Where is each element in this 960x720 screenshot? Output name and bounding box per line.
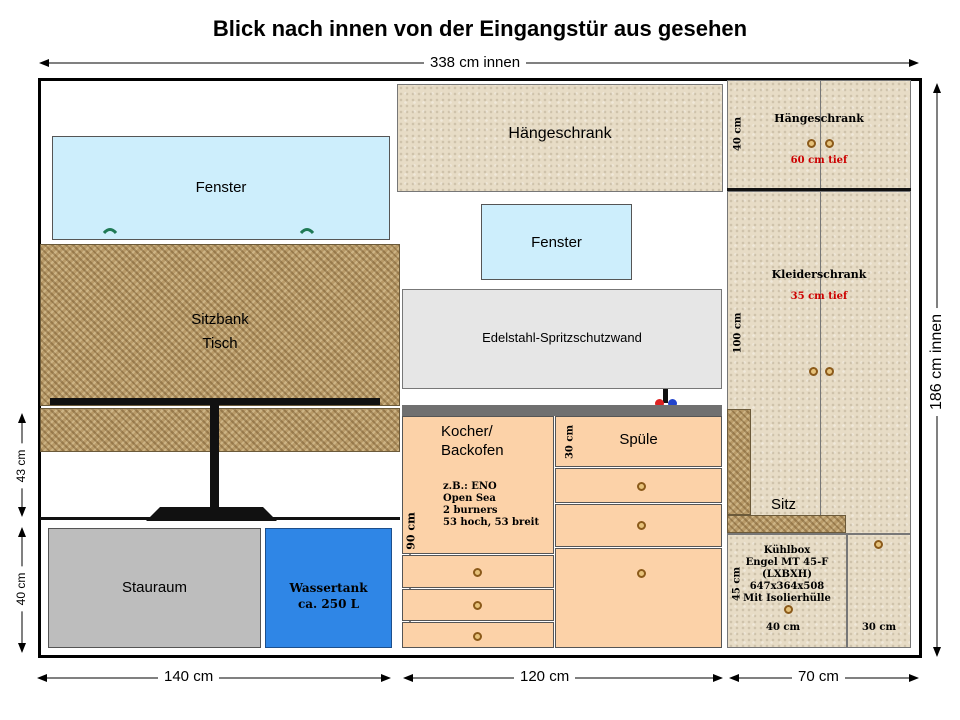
right-wall-cabinet	[727, 80, 911, 189]
cabinet-knob-icon	[825, 139, 834, 148]
dim-left-lower: 40 cm	[14, 567, 28, 612]
sink	[555, 416, 722, 467]
cabinet-divider	[820, 81, 821, 188]
sink-base-door[interactable]	[555, 548, 722, 648]
drawer[interactable]	[555, 504, 722, 547]
seat-cushion	[727, 515, 846, 533]
coolbox-knob-icon	[784, 605, 793, 614]
drawer[interactable]	[402, 555, 554, 588]
coolbox-line: Engel MT 45-F	[745, 557, 829, 568]
storage-label: Stauraum	[121, 579, 188, 596]
dim-width-inner: 338 cm innen	[424, 54, 526, 71]
middle-window	[481, 204, 632, 280]
drawer[interactable]	[555, 468, 722, 503]
stove-note-line: Open Sea	[443, 493, 496, 504]
page-title: Blick nach innen von der Eingangstür aus gesehen	[212, 16, 748, 41]
sink-height-label: 30 cm	[564, 424, 576, 460]
stove-note	[443, 481, 539, 529]
wardrobe-height: 100 cm	[732, 312, 744, 354]
coolbox	[727, 534, 847, 648]
stove-note-line: 2 burners	[443, 505, 498, 516]
middle-window-label: Fenster	[531, 234, 582, 251]
coolbox-line: 647x364x508	[749, 581, 825, 592]
storage-box	[48, 528, 261, 648]
seat-label: Sitz	[771, 496, 797, 513]
middle-wall-cabinet-label: Hängeschrank	[508, 125, 612, 142]
stove-height-label: 90 cm	[404, 512, 418, 550]
countertop	[402, 405, 722, 416]
dim-bottom-middle: 120 cm	[514, 668, 575, 685]
oven-label: Backofen	[441, 442, 504, 459]
right-wall-cabinet-height: 40 cm	[732, 116, 744, 152]
coolbox-height: 45 cm	[731, 566, 743, 602]
faucet-icon	[663, 389, 668, 403]
drawer-knob-icon	[473, 601, 482, 610]
wardrobe-divider	[820, 192, 821, 533]
stove-cabinet	[402, 416, 554, 554]
wardrobe-knob-icon	[825, 367, 834, 376]
dim-left-upper: 43 cm	[14, 444, 28, 489]
coolbox-width: 40 cm	[766, 622, 801, 633]
dim-height-inner: 186 cm innen	[928, 308, 946, 416]
drawer-knob-icon	[637, 521, 646, 530]
drawer-knob-icon	[473, 568, 482, 577]
stove-label: Kocher/	[441, 423, 493, 440]
wardrobe-knob-icon	[809, 367, 818, 376]
coolbox-line: Mit Isolierhülle	[743, 593, 831, 604]
table-label: Tisch	[202, 335, 238, 352]
side-cabinet-knob-icon	[874, 540, 883, 549]
splashback-label: Edelstahl-Spritzschutzwand	[482, 330, 642, 345]
drawer[interactable]	[402, 589, 554, 621]
drawer-knob-icon	[473, 632, 482, 641]
right-wall-cabinet-depth: 60 cm tief	[790, 155, 848, 166]
side-cabinet	[847, 534, 911, 648]
middle-wall-cabinet	[397, 84, 723, 192]
stove-note-line: z.B.: ENO	[443, 481, 497, 492]
dim-bottom-right: 70 cm	[792, 668, 845, 685]
door-knob-icon	[637, 569, 646, 578]
bench-label: Sitzbank	[191, 311, 249, 328]
coolbox-line: (LXBXH)	[762, 569, 812, 580]
left-window-label: Fenster	[195, 179, 247, 196]
dim-bottom-left: 140 cm	[158, 668, 219, 685]
side-cabinet-width: 30 cm	[861, 622, 897, 633]
wardrobe-depth: 35 cm tief	[790, 291, 848, 302]
splashback	[402, 289, 722, 389]
sink-label: Spüle	[619, 431, 658, 448]
cabinet-knob-icon	[807, 139, 816, 148]
drawer-knob-icon	[637, 482, 646, 491]
right-wall-cabinet-label: Hängeschrank	[774, 112, 864, 125]
water-tank	[265, 528, 392, 648]
coolbox-label	[728, 545, 846, 605]
wardrobe	[727, 191, 911, 534]
drawer[interactable]	[402, 622, 554, 648]
water-tank-volume: ca. 250 L	[297, 597, 360, 611]
wardrobe-label: Kleiderschrank	[771, 268, 867, 281]
stove-note-line: 53 hoch, 53 breit	[443, 517, 540, 528]
storage-shelf-line	[40, 517, 400, 520]
coolbox-line: Kühlbox	[763, 545, 811, 556]
water-tank-label: Wassertank	[289, 581, 368, 595]
seat-back	[727, 409, 751, 515]
